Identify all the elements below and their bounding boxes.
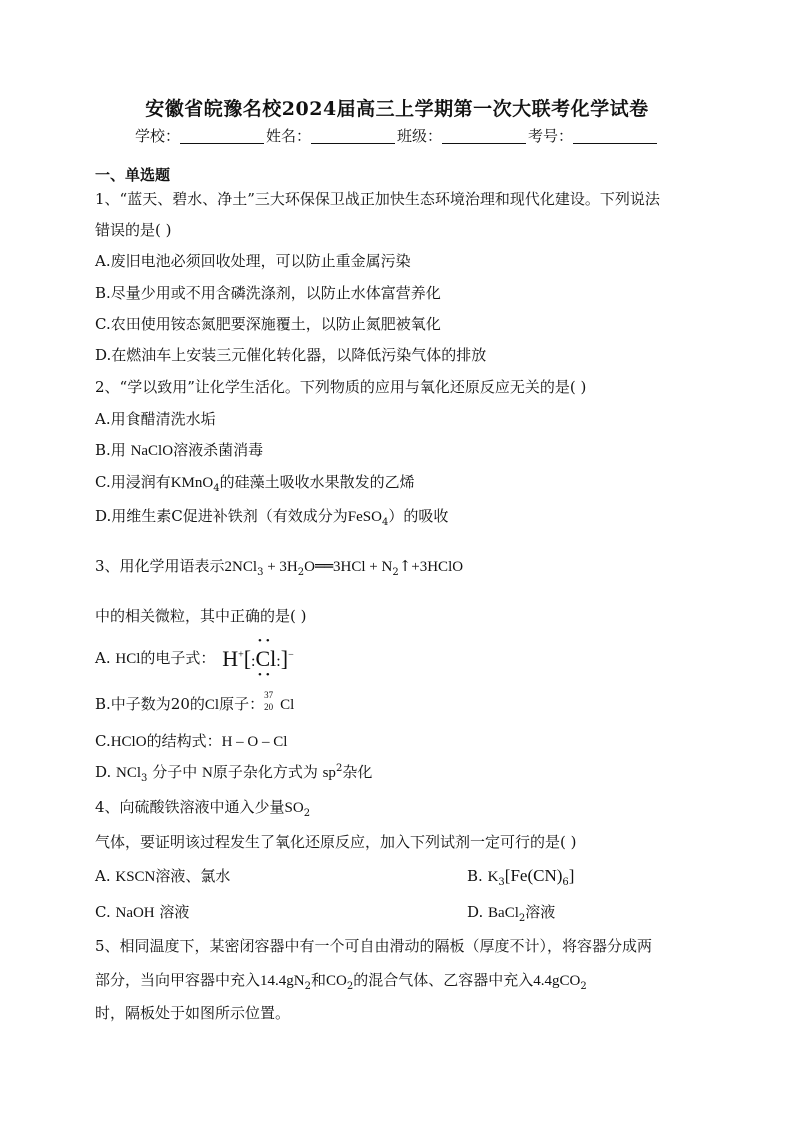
q3-option-c: C.HClO的结构式：H – O – Cl (95, 732, 288, 750)
section-heading: 一、单选题 (95, 166, 171, 184)
q4-option-b: B. $K_3[Fe(CN)_6]$ (467, 866, 575, 888)
q2-option-c: C.用浸润有KMnO$_4$的硅藻土吸收水果散发的乙烯 (95, 473, 415, 494)
name-blank[interactable] (311, 129, 395, 144)
q1-stem-line1: 1、“蓝天、碧水、净土”三大环保保卫战正加快生态环境治理和现代化建设。下列说法 (95, 190, 660, 208)
q1-option-a: A.废旧电池必须回收处理，可以防止重金属污染 (95, 252, 411, 270)
school-blank[interactable] (180, 129, 264, 144)
q4-option-d: D. BaCl$_2$溶液 (467, 903, 556, 924)
q1-stem-line2: 错误的是( ) (95, 221, 172, 239)
q4-options-ab (95, 866, 695, 887)
q2-option-b: B.用 NaClO溶液杀菌消毒 (95, 441, 264, 459)
electron-formula: H+[: •• Cl •• :]− (222, 635, 294, 681)
q1-option-d: D.在燃油车上安装三元催化转化器，以降低污染气体的排放 (95, 346, 487, 364)
number-label: 考号： (528, 127, 574, 145)
q4-option-c: C. NaOH 溶液 (95, 903, 190, 921)
class-label: 班级： (397, 127, 443, 145)
q5-stem-line1: 5、相同温度下，某密闭容器中有一个可自由滑动的隔板（厚度不计），将容器分成两 (95, 937, 653, 955)
student-info (0, 125, 794, 146)
q5-stem-line3: 时，隔板处于如图所示位置。 (95, 1004, 291, 1022)
q2-stem: 2、“学以致用”让化学生活化。下列物质的应用与氧化还原反应无关的是( ) (95, 378, 587, 396)
name-label: 姓名： (265, 127, 311, 145)
reaction-arrow: ══ (314, 557, 334, 575)
q3-stem-line2: 中的相关微粒，其中正确的是( ) (95, 607, 307, 625)
q2-option-d: D.用维生素C促进补铁剂（有效成分为FeSO$_4$）的吸收 (95, 507, 449, 528)
q4-stem-line1: 4、向硫酸铁溶液中通入少量$SO_2$ (95, 798, 311, 819)
school-label: 学校： (134, 127, 180, 145)
q1-option-b: B.尽量少用或不用含磷洗涤剂，以防止水体富营养化 (95, 284, 441, 302)
gas-arrow: ↑ (398, 557, 412, 575)
number-blank[interactable] (573, 129, 657, 144)
q2-option-a: A.用食醋清洗水垢 (95, 410, 216, 428)
page-title: 安徽省皖豫名校2024届高三上学期第一次大联考化学试卷 (145, 98, 649, 120)
class-blank[interactable] (442, 129, 526, 144)
q4-options-cd (95, 902, 695, 923)
q4-option-a: A. KSCN溶液、氯水 (95, 867, 231, 885)
q1-option-c: C.农田使用铵态氮肥要深施覆土，以防止氮肥被氧化 (95, 315, 441, 333)
q3-option-d: D. NCl$_3$ 分子中 N原子杂化方式为 $sp^2$杂化 (95, 763, 373, 784)
q3-stem-equation: 3、用化学用语表示$2NCl_3 + 3H_2O══3HCl$ + $N_2↑+3HClO$ (95, 557, 464, 578)
q3-option-b: B.中子数为20的Cl原子： 37 20 Cl (95, 690, 295, 713)
q3-option-a: A. HCl的电子式： H+[: •• Cl •• :]− (95, 635, 294, 681)
q4-stem-line2: 气体，要证明该过程发生了氧化还原反应，加入下列试剂一定可行的是( ) (95, 833, 577, 851)
q5-stem-line2: 部分，当向甲容器中充入$14.4gN_2$和$CO_2$的混合气体、乙容器中充入4.4gCO$_2$ (95, 971, 587, 992)
